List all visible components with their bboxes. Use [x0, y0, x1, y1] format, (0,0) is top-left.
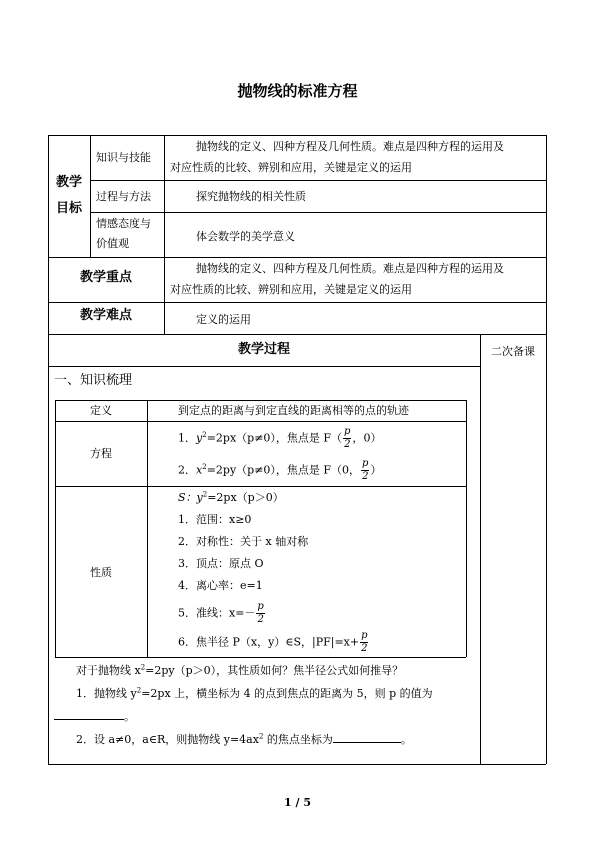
question-text: 对于抛物线 $x^2=2py(p>0)$，其性质如何？焦半径公式如何推导？: [76, 663, 404, 677]
objectives-header: [48, 170, 90, 222]
fraction-p-over-2: $\frac{p}{2}$: [361, 630, 368, 654]
page-number: 1 / 5: [284, 796, 311, 809]
process-header: 教学过程: [237, 342, 290, 357]
revision-header: 二次备课: [491, 345, 535, 358]
exercise-2: 2．设 a≠0，a∈R，则抛物线 $y=4ax^2$ 的焦点坐标为 。: [76, 732, 412, 746]
property-symmetry: 2．对称性：关于 x 轴对称: [178, 535, 309, 548]
objective-content-process: 探究抛物线的相关性质: [196, 190, 306, 203]
key-points-content-line1: 抛物线的定义、四种方程及几何性质。难点是四种方程的运用及: [196, 262, 504, 275]
objectives-header-line2: 目标: [55, 201, 82, 216]
page-title: 抛物线的标准方程: [237, 82, 358, 100]
property-curve-s: S：$y^2=2px(p>0)$: [178, 490, 284, 504]
fraction-p-over-2: $\frac{p}{2}$: [362, 458, 369, 482]
answer-blank: [54, 719, 124, 720]
answer-blank: [333, 742, 401, 743]
objective-label-attitude-line1: 情感态度与: [96, 217, 151, 230]
fraction-p-over-2: $\frac{p}{2}$: [257, 601, 264, 625]
property-label: 性质: [90, 566, 112, 579]
equation-2: 2．$x^2=2py(p\ne 0)$，焦点是 F（0， $\frac{p}{2}$ ）: [178, 458, 382, 482]
objective-label-knowledge: 知识与技能: [96, 151, 151, 164]
objective-label-attitude-line2: 价值观: [96, 237, 129, 250]
objectives-header-line1: 教学: [55, 175, 82, 190]
key-points-label: 教学重点: [79, 270, 132, 285]
fraction-p-over-2: $\frac{p}{2}$: [344, 426, 351, 450]
objective-content-knowledge-line1: 抛物线的定义、四种方程及几何性质。难点是四种方程的运用及: [196, 140, 504, 153]
equation-1: 1．$y^2=2px(p\ne 0)$，焦点是 F（ $\frac{p}{2}$ ，0）: [178, 426, 382, 450]
key-points-content-line2: 对应性质的比较、辨别和应用，关键是定义的运用: [170, 283, 412, 296]
property-range: 1．范围：x≥0: [178, 513, 252, 526]
definition-content: 到定点的距离与到定直线的距离相等的点的轨迹: [178, 404, 409, 417]
objective-content-knowledge-line2: 对应性质的比较、辨别和应用，关键是定义的运用: [170, 161, 412, 174]
exercise-1-answer-line: 。: [54, 707, 135, 727]
difficulties-content: 定义的运用: [196, 313, 251, 326]
section-title: 一、知识梳理: [54, 373, 133, 388]
property-focal-radius: 6．焦半径 P（x，y）∈S，|PF|=x+ $\frac{p}{2}$: [178, 630, 368, 654]
property-eccentricity: 4．离心率：e=1: [178, 579, 263, 592]
objective-content-attitude: 体会数学的美学意义: [196, 230, 295, 243]
exercise-1: 1．抛物线 $y^2=2px$ 上，横坐标为 4 的点到焦点的距离为 5，则 p 的值为: [76, 686, 433, 700]
objective-label-process: 过程与方法: [96, 190, 151, 203]
definition-label: 定义: [90, 404, 112, 417]
difficulties-label: 教学难点: [79, 308, 132, 323]
property-vertex: 3．顶点：原点 O: [178, 557, 264, 570]
property-directrix: 5．准线：x=－ $\frac{p}{2}$: [178, 601, 264, 625]
equation-label: 方程: [90, 447, 112, 460]
